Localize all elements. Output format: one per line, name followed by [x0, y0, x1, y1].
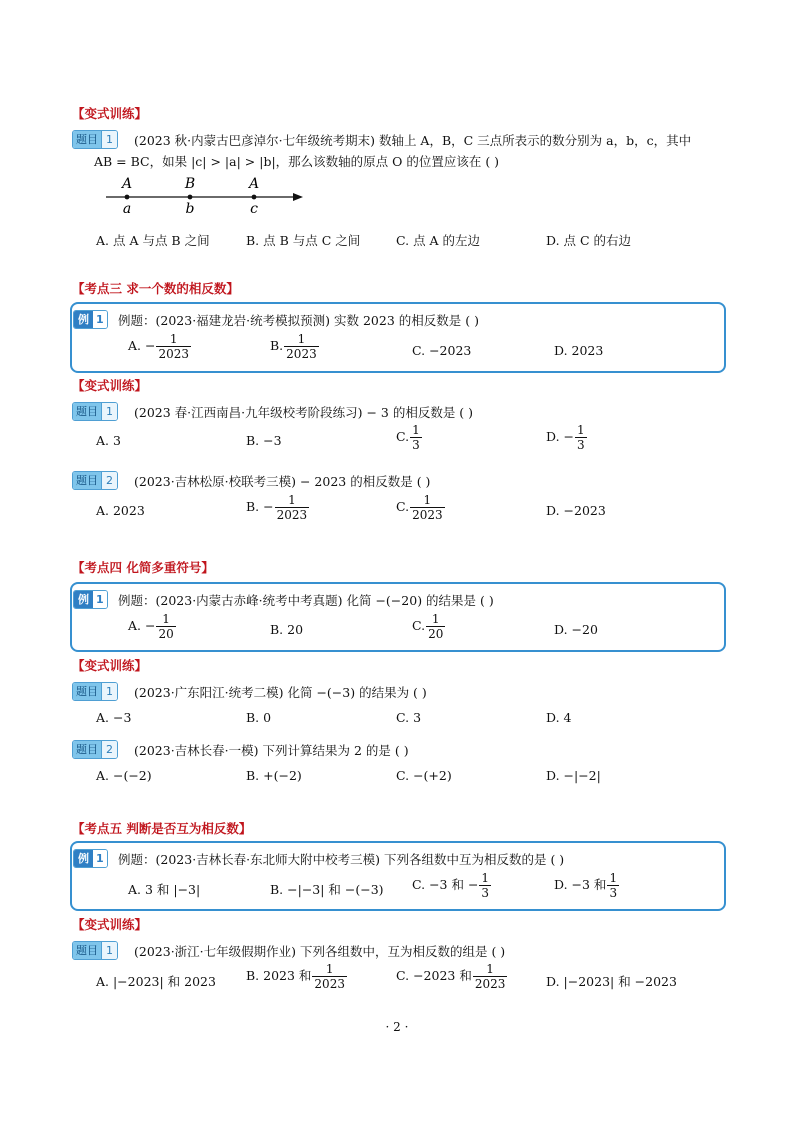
example-tag-number: 1 [93, 850, 107, 867]
option-a: A. |−2023| 和 2023 [96, 974, 216, 989]
point-value-label: b [185, 201, 195, 217]
fraction: $\frac{1}{3}$ [577, 423, 585, 452]
option-b: B. +(−2) [246, 768, 302, 783]
option-a: A. −3 [96, 710, 132, 725]
section-heading: 【考点五 判断是否互为相反数】 [72, 821, 252, 836]
question-tag [72, 130, 118, 149]
option-a [128, 613, 177, 640]
question-tag [72, 682, 118, 701]
point-label-top: A [121, 176, 133, 192]
option-label: C. [396, 429, 410, 444]
section-heading: 【考点三 求一个数的相反数】 [72, 281, 239, 296]
fraction: $\frac{1}{2023}$ [276, 493, 308, 522]
question-text: (2023·广东阳江·统考二模) 化简 −(−3) 的结果为 ( ) [134, 685, 427, 700]
fraction: $\frac{1}{20}$ [158, 612, 174, 641]
option-a: A. 3 和 |−3| [128, 882, 201, 897]
option-c [396, 424, 423, 451]
question-tag-number: 1 [101, 403, 117, 420]
point-value-label: c [250, 201, 258, 217]
option-d: D. −20 [554, 622, 598, 637]
option-d: D. −2023 [546, 503, 606, 518]
option-b: B. 0 [246, 710, 272, 725]
variant-training-heading: 【变式训练】 [72, 658, 148, 673]
question-text: AB = BC，如果 |c| > |a| > |b|，那么该数轴的原点 O 的位置应该在 ( ) [94, 154, 500, 169]
example-tag [73, 849, 108, 868]
example-text: 例题：(2023·福建龙岩·统考模拟预测) 实数 2023 的相反数是 ( ) [118, 313, 479, 328]
point-c-dot [252, 195, 257, 200]
example-text: 例题：(2023·内蒙古赤峰·统考中考真题) 化简 −(−20) 的结果是 ( ) [118, 593, 494, 608]
example-tag-label: 例 [74, 591, 93, 608]
question-text: (2023·吉林松原·校联考三模) − 2023 的相反数是 ( ) [134, 474, 431, 489]
number-line-arrow [293, 193, 303, 201]
point-label-top: A [248, 176, 260, 192]
option-d: D. |−2023| 和 −2023 [546, 974, 677, 989]
option-label: B. [270, 338, 284, 353]
fraction: $\frac{1}{2023}$ [286, 332, 317, 361]
option-c [412, 613, 446, 640]
option-b [246, 494, 310, 521]
question-tag [72, 402, 118, 421]
option-d [546, 424, 588, 451]
number-line-diagram [100, 174, 310, 218]
option-b [270, 333, 320, 360]
page-number: · 2 · [385, 1020, 409, 1034]
option-a: A. 3 [96, 433, 121, 448]
option-b: B. 20 [270, 622, 304, 637]
option-label: B. 2023 和 [246, 968, 312, 983]
question-tag-label: 题目 [73, 942, 101, 959]
option-label: C. [412, 618, 426, 633]
point-label-top: B [184, 176, 196, 192]
example-tag-number: 1 [93, 311, 107, 328]
question-tag-label: 题目 [73, 472, 101, 489]
option-b: B. 点 B 与点 C 之间 [246, 233, 361, 248]
option-a: A. 2023 [96, 503, 145, 518]
question-tag [72, 471, 118, 490]
point-b-dot [188, 195, 193, 200]
option-c: C. 点 A 的左边 [396, 233, 481, 248]
question-tag [72, 941, 118, 960]
question-tag-number: 1 [101, 131, 117, 148]
fraction: $\frac{1}{2023}$ [474, 962, 506, 991]
question-tag-number: 1 [101, 942, 117, 959]
option-c [396, 963, 508, 990]
example-tag [73, 310, 108, 329]
option-c [396, 494, 446, 521]
option-a: A. 点 A 与点 B 之间 [96, 233, 210, 248]
option-label: C. −2023 和 [396, 968, 472, 983]
example-tag-number: 1 [93, 591, 107, 608]
option-a [128, 333, 192, 360]
point-a-dot [125, 195, 130, 200]
option-c: C. −(+2) [396, 768, 452, 783]
option-label: A. − [128, 338, 156, 353]
question-tag-number: 2 [101, 741, 117, 758]
question-tag [72, 740, 118, 759]
option-d: D. 2023 [554, 343, 604, 358]
fraction: $\frac{1}{3}$ [412, 423, 420, 452]
fraction: $\frac{1}{2023}$ [412, 493, 443, 522]
fraction: $\frac{1}{3}$ [481, 871, 490, 900]
question-tag-label: 题目 [73, 741, 101, 758]
variant-training-heading: 【变式训练】 [72, 106, 148, 121]
option-d [554, 872, 620, 899]
example-tag-label: 例 [74, 311, 93, 328]
option-label: D. − [546, 429, 574, 444]
option-b: B. −|−3| 和 −(−3) [270, 882, 384, 897]
question-text: (2023·浙江·七年级假期作业) 下列各组数中，互为相反数的组是 ( ) [134, 944, 506, 959]
example-tag [73, 590, 108, 609]
fraction: $\frac{1}{2023}$ [314, 962, 345, 991]
option-d: D. 点 C 的右边 [546, 233, 632, 248]
question-text: (2023 秋·内蒙古巴彦淖尔·七年级统考期末) 数轴上 A，B，C 三点所表示的数分别为 a，b，c，其中 [134, 133, 692, 148]
fraction: $\frac{1}{20}$ [428, 612, 444, 641]
option-c: C. 3 [396, 710, 422, 725]
question-text: (2023 春·江西南昌·九年级校考阶段练习) − 3 的相反数是 ( ) [134, 405, 474, 420]
example-text: 例题：(2023·吉林长春·东北师大附中校考三模) 下列各组数中互为相反数的是 ( ) [118, 852, 565, 867]
option-c: C. −2023 [412, 343, 472, 358]
option-label: A. − [128, 618, 156, 633]
option-label: C. −3 和 − [412, 877, 479, 892]
example-tag-label: 例 [74, 850, 93, 867]
option-label: B. − [246, 499, 274, 514]
option-label: D. −3 和 [554, 877, 607, 892]
question-tag-label: 题目 [73, 683, 101, 700]
variant-training-heading: 【变式训练】 [72, 917, 148, 932]
question-tag-number: 1 [101, 683, 117, 700]
section-heading: 【考点四 化简多重符号】 [72, 560, 214, 575]
question-tag-label: 题目 [73, 403, 101, 420]
point-value-label: a [122, 201, 132, 217]
fraction: $\frac{1}{3}$ [609, 871, 618, 900]
option-b: B. −3 [246, 433, 282, 448]
option-a: A. −(−2) [96, 768, 152, 783]
option-b [246, 963, 348, 990]
option-label: C. [396, 499, 410, 514]
fraction: $\frac{1}{2023}$ [158, 332, 189, 361]
question-tag-number: 2 [101, 472, 117, 489]
variant-training-heading: 【变式训练】 [72, 378, 148, 393]
option-c [412, 872, 492, 899]
question-tag-label: 题目 [73, 131, 101, 148]
option-d: D. −|−2| [546, 768, 601, 783]
question-text: (2023·吉林长春·一模) 下列计算结果为 2 的是 ( ) [134, 743, 409, 758]
option-d: D. 4 [546, 710, 572, 725]
